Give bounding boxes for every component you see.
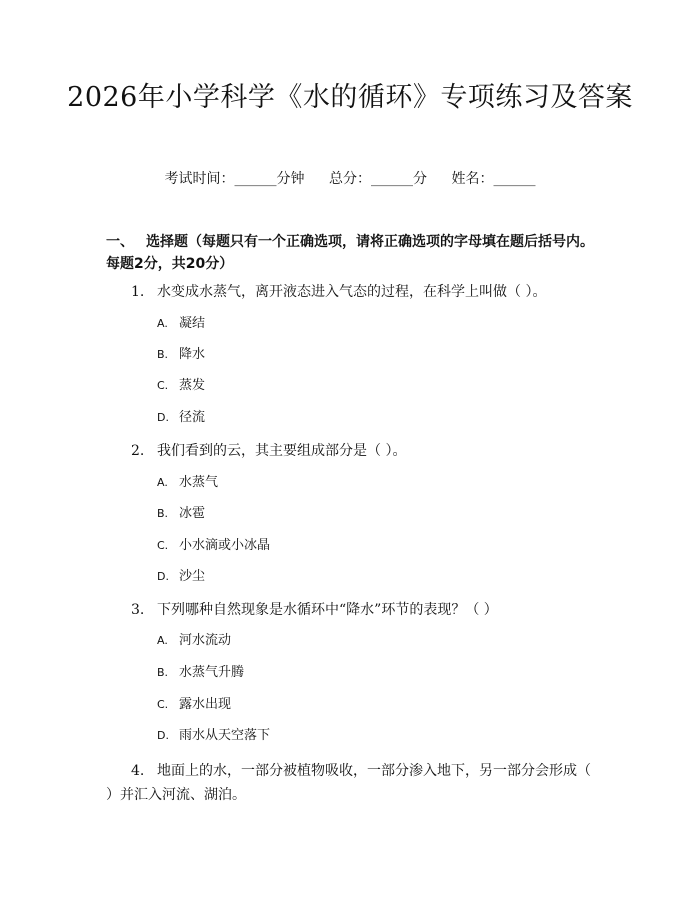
- option-text: 蒸发: [179, 378, 206, 393]
- option-2b: [157, 504, 205, 524]
- question-text: 地面上的水，一部分被植物吸收，一部分渗入地下，另一部分会形成（ ）并汇入河流、湖泊。: [106, 763, 591, 803]
- option-letter: D.: [157, 411, 169, 424]
- option-3b: [157, 663, 244, 683]
- option-text: 沙尘: [179, 569, 206, 584]
- option-letter: A.: [157, 317, 168, 330]
- option-1b: [157, 345, 205, 365]
- exam-info: [0, 168, 700, 188]
- question-number: 1.: [131, 284, 145, 300]
- option-3d: [157, 726, 270, 746]
- option-letter: A.: [157, 634, 168, 647]
- option-letter: D.: [157, 570, 169, 583]
- option-3c: [157, 695, 231, 715]
- question-text: 我们看到的云，其主要组成部分是（ ）。: [157, 443, 407, 459]
- question-3: [131, 599, 601, 621]
- option-1d: [157, 408, 205, 428]
- exam-time: 考试时间：______分钟: [164, 171, 305, 187]
- question-text: 下列哪种自然现象是水循环中“降水”环节的表现？（ ）: [157, 602, 498, 618]
- option-2c: [157, 536, 270, 556]
- option-2d: [157, 567, 205, 587]
- option-text: 小水滴或小冰晶: [179, 538, 271, 553]
- option-text: 冰雹: [179, 506, 206, 521]
- section-heading: [106, 231, 604, 275]
- option-letter: C.: [157, 539, 169, 552]
- option-text: 河水流动: [179, 633, 232, 648]
- option-1c: [157, 376, 205, 396]
- option-text: 径流: [179, 410, 206, 425]
- total-score: 总分：______分: [329, 171, 427, 187]
- question-2: [131, 440, 601, 462]
- option-2a: [157, 473, 218, 493]
- option-1a: [157, 314, 205, 334]
- option-text: 露水出现: [179, 697, 232, 712]
- option-text: 凝结: [179, 316, 206, 331]
- section-number: 一、: [106, 234, 134, 250]
- question-text: 水变成水蒸气，离开液态进入气态的过程，在科学上叫做（ ）。: [157, 284, 547, 300]
- option-letter: C.: [157, 379, 169, 392]
- option-letter: B.: [157, 666, 169, 679]
- question-number: 2.: [131, 443, 145, 459]
- option-text: 雨水从天空落下: [179, 728, 271, 743]
- student-name: 姓名：______: [451, 171, 536, 187]
- page-title: 2026年小学科学《水的循环》专项练习及答案: [67, 82, 633, 113]
- question-4: [106, 759, 602, 807]
- question-number: 4.: [131, 763, 145, 779]
- option-text: 水蒸气: [179, 475, 219, 490]
- option-letter: C.: [157, 698, 169, 711]
- option-text: 水蒸气升腾: [179, 665, 245, 680]
- option-3a: [157, 631, 231, 651]
- question-1: [131, 281, 601, 303]
- section-title: 选择题（每题只有一个正确选项，请将正确选项的字母填在题后括号内。每题2分，共20分）: [106, 234, 594, 272]
- option-letter: B.: [157, 348, 169, 361]
- option-letter: B.: [157, 507, 169, 520]
- question-number: 3.: [131, 602, 145, 618]
- option-letter: A.: [157, 476, 168, 489]
- option-letter: D.: [157, 729, 169, 742]
- option-text: 降水: [179, 347, 206, 362]
